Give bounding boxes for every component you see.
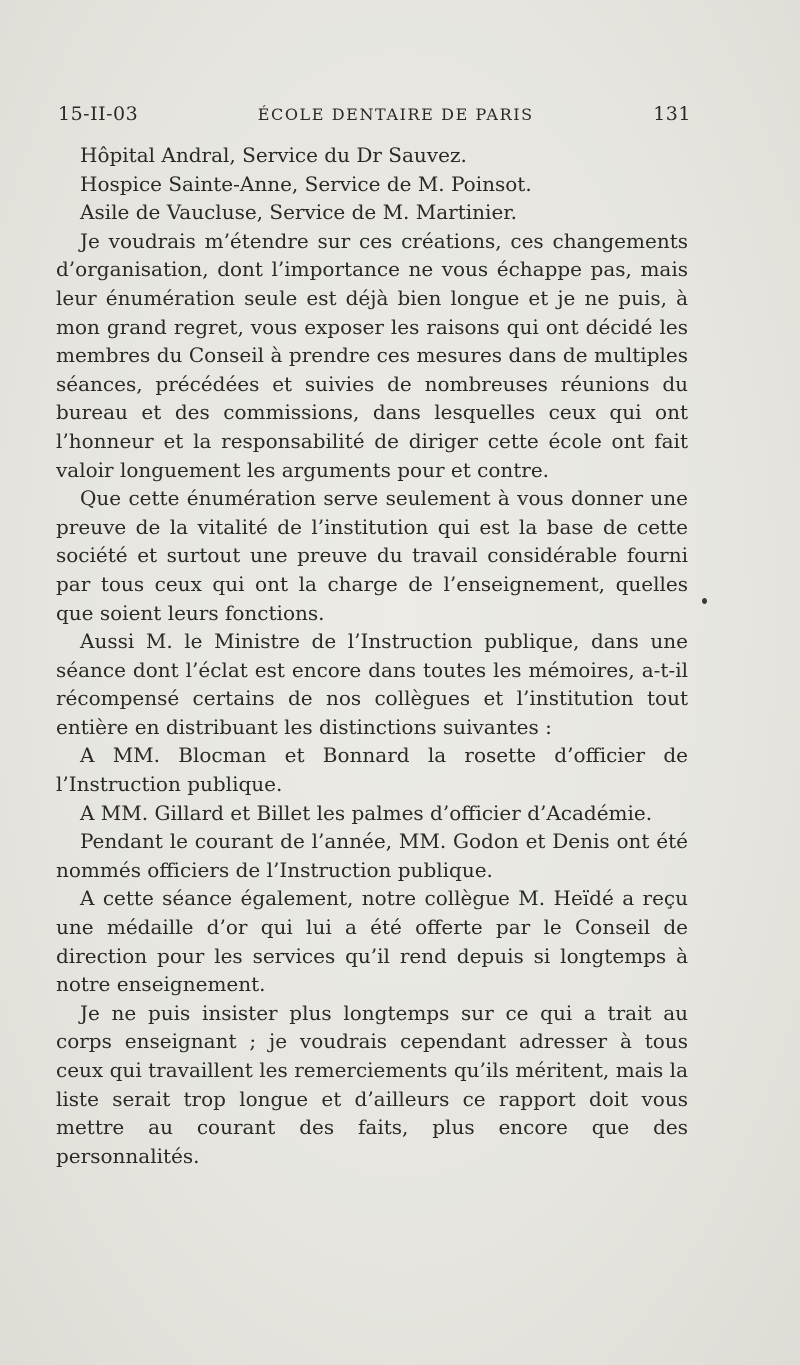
paragraph: A MM. Gillard et Billet les palmes d’officier d’Académie. [80, 800, 653, 825]
paragraph: Que cette énumération serve seulement à vous donner une preuve de la vitalité de l’institution qui est la base de cette société et surtout une preuve du travail considérable fourni par tous ceux qui ont la charge de l’enseignement, quelles que soient leurs fonctions. [56, 486, 688, 625]
paragraph: Pendant le courant de l’année, MM. Godon et Denis ont été nommés officiers de l’Instruction publique. [56, 829, 688, 882]
paragraph: Asile de Vaucluse, Service de M. Martinier. [80, 200, 518, 225]
running-head [58, 103, 691, 133]
paragraph: Hôpital Andral, Service du Dr Sauvez. [80, 143, 467, 167]
paragraph: A MM. Blocman et Bonnard la rosette d’officier de l’Instruction publique. [56, 743, 688, 797]
paragraph: Hospice Sainte-Anne, Service de M. Poinsot. [80, 171, 532, 196]
header-title: ÉCOLE DENTAIRE DE PARIS [257, 105, 534, 124]
header-date: 15-II-03 [58, 103, 139, 125]
ink-speck [702, 598, 707, 604]
paragraph: Aussi M. le Ministre de l’Instruction publique, dans une séance dont l’éclat est encore dans toutes les mémoires, a-t-il récompensé certains de nos collègues et l’institution tout entière en distribuant les distinctions suivantes : [56, 629, 688, 739]
paragraph: Je voudrais m’étendre sur ces créations, ces changements d’organisation, dont l’importance ne vous échappe pas, mais leur énumération seule est déjà bien longue et je ne puis, à mon grand regret, vous exposer les raisons qui ont décidé les membres du Conseil à prendre ces mesures dans de multiples séances, précédées et suivies de nombreuses réunions du bureau et des commissions, dans lesquelles ceux qui ont l’honneur et la responsabilité de diriger cette école ont fait valoir longuement les arguments pour et contre. [56, 228, 688, 482]
page-number: 131 [653, 103, 691, 125]
body-text [56, 141, 688, 1170]
paragraph: Je ne puis insister plus longtemps sur ce qui a trait au corps enseignant ; je voudrais cependant adresser à tous ceux qui travaillent les remerciements qu’ils méritent, mais la liste serait trop longue et d’ailleurs ce rapport doit vous mettre au courant des faits, plus encore que des personnalités. [56, 1000, 688, 1168]
paragraph: A cette séance également, notre collègue M. Heïdé a reçu une médaille d’or qui lui a été offerte par le Conseil de direction pour les services qu’il rend depuis si longtemps à notre enseignement. [56, 886, 688, 997]
